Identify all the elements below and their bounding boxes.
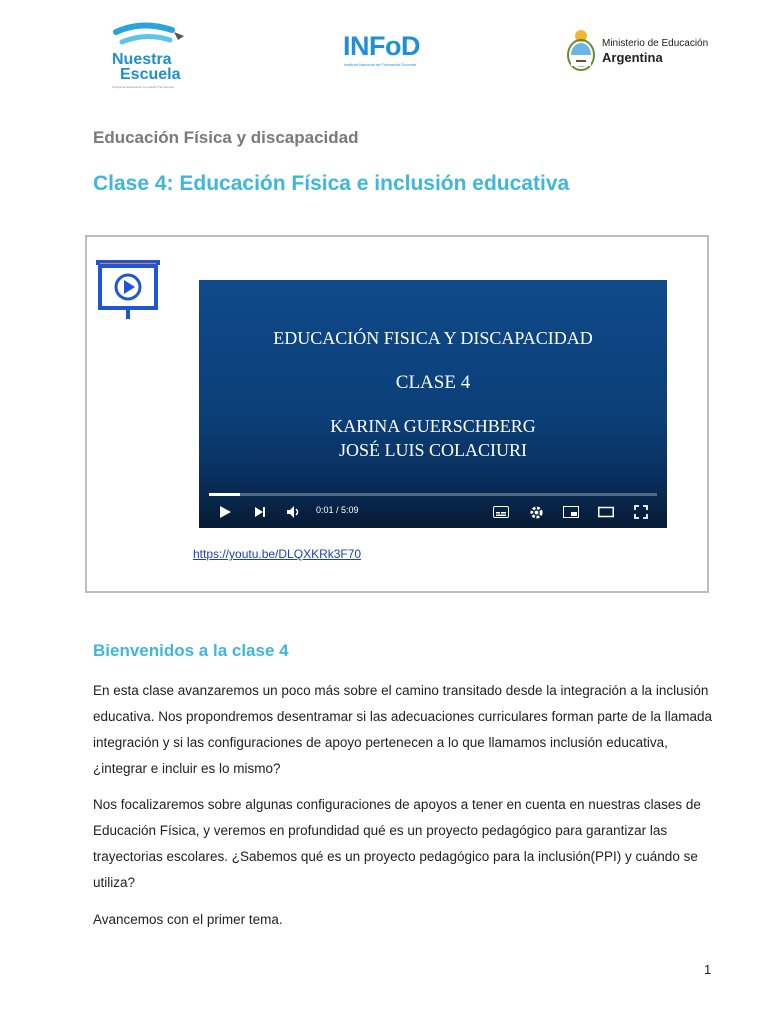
- ministerio-logo: [564, 28, 714, 72]
- ministerio-line2: Argentina: [602, 50, 663, 65]
- section-title: Bienvenidos a la clase 4: [93, 641, 289, 660]
- slide-title: EDUCACIÓN FISICA Y DISCAPACIDAD: [273, 328, 593, 348]
- subtitles-icon: [493, 506, 509, 518]
- volume-icon: [286, 505, 302, 519]
- nuestra-escuela-tagline: Programa Nacional de Formación Permanente: [112, 85, 175, 89]
- play-icon: [218, 505, 232, 519]
- subject-heading: Educación Física y discapacidad: [93, 128, 359, 147]
- fullscreen-icon: [634, 505, 648, 519]
- fullscreen-button[interactable]: [631, 502, 651, 522]
- ministerio-line1: Ministerio de Educación: [602, 38, 709, 49]
- slide-author-1: KARINA GUERSCHBERG: [330, 416, 536, 436]
- volume-button[interactable]: [284, 502, 304, 522]
- skip-next-icon: [253, 505, 267, 519]
- play-button[interactable]: [215, 502, 235, 522]
- escudo-argentina-icon: [564, 28, 598, 72]
- video-progress-bar[interactable]: [209, 493, 657, 496]
- page-number: 1: [704, 962, 712, 977]
- nuestra-escuela-logo: [112, 20, 192, 96]
- slide-class: CLASE 4: [395, 372, 471, 393]
- slide-author-2: JOSÉ LUIS COLACIURI: [338, 440, 527, 460]
- infod-title: INFoD: [343, 31, 420, 61]
- infod-subtitle: Instituto Nacional de Formación Docente: [344, 62, 417, 67]
- video-time: 0:01 / 5:09: [316, 505, 359, 515]
- subtitles-button[interactable]: [491, 502, 511, 522]
- video-controls: [199, 502, 667, 526]
- class-title: Clase 4: Educación Física e inclusión educativa: [93, 172, 570, 195]
- theater-mode-icon: [598, 506, 614, 518]
- video-link[interactable]: https://youtu.be/DLQXKRk3F70: [193, 547, 362, 561]
- video-presentation-icon: [94, 256, 164, 322]
- paragraph-1: En esta clase avanzaremos un poco más sobre el camino transitado desde la integración a la inclusión educativa. Nos propondremos desentramar si las adecuaciones curriculares forman parte de la llamada integración y si las configuraciones de apoyo pertenecen a lo que llamamos inclusión educativa, ¿integrar e incluir es lo mismo?: [93, 683, 713, 776]
- gear-icon: [529, 505, 544, 520]
- paragraph-2: Nos focalizaremos sobre algunas configuraciones de apoyos a tener en cuenta en nuestras clases de Educación Física, y veremos en profundidad qué es un proyecto pedagógico para garantizar las trayectorias escolares. ¿Sabemos qué es un proyecto pedagógico para la inclusión(PPI) y cuándo se utiliza?: [93, 797, 701, 890]
- paragraph-3: Avancemos con el primer tema.: [93, 912, 283, 927]
- nuestra-escuela-line1: Nuestra: [112, 51, 172, 68]
- miniplayer-button[interactable]: [561, 502, 581, 522]
- theater-mode-button[interactable]: [596, 502, 616, 522]
- settings-button[interactable]: [526, 502, 546, 522]
- video-progress-fill: [209, 493, 240, 496]
- infod-logo: [343, 32, 438, 72]
- next-button[interactable]: [250, 502, 270, 522]
- video-player[interactable]: [199, 280, 667, 528]
- nuestra-escuela-line2: Escuela: [120, 66, 181, 83]
- miniplayer-icon: [563, 506, 579, 518]
